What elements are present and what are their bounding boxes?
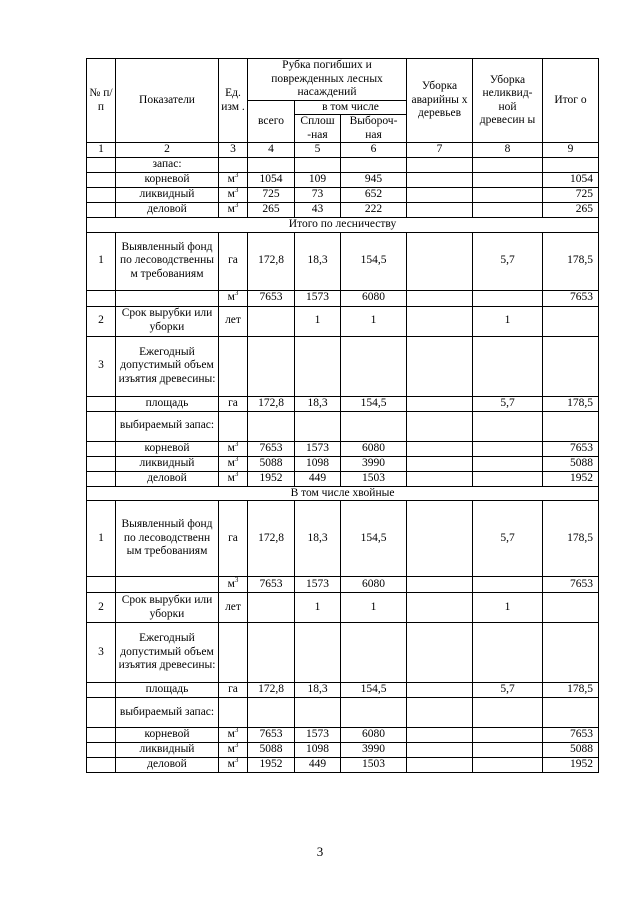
value-cell: 1098 <box>295 456 341 471</box>
row-label: Ежегодный допустимый объем изъятия древесины: <box>116 336 219 396</box>
value-cell: 725 <box>248 187 295 202</box>
value-cell: 1573 <box>295 290 341 306</box>
section-title-row <box>87 217 599 232</box>
header-clear: Сплош -ная <box>295 115 341 143</box>
value-cell: 7653 <box>248 290 295 306</box>
stock-label: запас: <box>116 157 219 172</box>
value-cell: 7653 <box>248 728 295 743</box>
row-label: выбираемый запас: <box>116 411 219 441</box>
unit-cell: $м^3$ <box>219 456 248 471</box>
value-cell: 7653 <box>543 290 599 306</box>
value-cell <box>407 743 473 758</box>
row-label: корневой <box>116 172 219 187</box>
header-row <box>87 59 599 101</box>
row-label: Срок вырубки или уборки <box>116 593 219 623</box>
value-cell <box>248 306 295 336</box>
value-cell <box>473 758 543 773</box>
value-cell: 18,3 <box>295 396 341 411</box>
value-cell: 154,5 <box>341 396 407 411</box>
unit-cell: $м^3$ <box>219 187 248 202</box>
value-cell <box>473 202 543 217</box>
table-row <box>87 728 599 743</box>
column-number: 2 <box>116 143 219 158</box>
value-cell: 1 <box>295 306 341 336</box>
value-cell: 652 <box>341 187 407 202</box>
value-cell <box>473 441 543 456</box>
value-cell: 6080 <box>341 577 407 593</box>
unit-cell: лет <box>219 593 248 623</box>
unit-cell: $м^3$ <box>219 290 248 306</box>
value-cell: 172,8 <box>248 232 295 290</box>
row-label: деловой <box>116 202 219 217</box>
value-cell: 154,5 <box>341 683 407 698</box>
table-row <box>87 456 599 471</box>
value-cell: 1054 <box>248 172 295 187</box>
value-cell: 178,5 <box>543 232 599 290</box>
row-label: площадь <box>116 683 219 698</box>
value-cell: 73 <box>295 187 341 202</box>
page-number: 3 <box>316 844 324 859</box>
value-cell: 7653 <box>543 441 599 456</box>
row-label: корневой <box>116 441 219 456</box>
value-cell: 18,3 <box>295 501 341 577</box>
row-label: деловой <box>116 758 219 773</box>
column-number: 9 <box>543 143 599 158</box>
value-cell: 3990 <box>341 743 407 758</box>
value-cell <box>248 593 295 623</box>
table-row <box>87 593 599 623</box>
value-cell: 5,7 <box>473 232 543 290</box>
column-number: 5 <box>295 143 341 158</box>
value-cell: 18,3 <box>295 232 341 290</box>
table-row <box>87 501 599 577</box>
value-cell: 945 <box>341 172 407 187</box>
value-cell: 1098 <box>295 743 341 758</box>
value-cell: 449 <box>295 471 341 486</box>
value-cell <box>473 456 543 471</box>
value-cell <box>543 593 599 623</box>
value-cell: 449 <box>295 758 341 773</box>
value-cell <box>407 501 473 577</box>
value-cell: 7653 <box>543 577 599 593</box>
value-cell <box>473 187 543 202</box>
value-cell: 5,7 <box>473 396 543 411</box>
header-result: Итог о <box>543 59 599 143</box>
unit-cell: $м^3$ <box>219 172 248 187</box>
value-cell <box>407 758 473 773</box>
header-total: всего <box>248 100 295 143</box>
value-cell <box>407 577 473 593</box>
row-number: 3 <box>87 336 116 396</box>
value-cell: 43 <box>295 202 341 217</box>
unit-cell: лет <box>219 306 248 336</box>
value-cell <box>407 172 473 187</box>
row-label: площадь <box>116 396 219 411</box>
row-number: 1 <box>87 501 116 577</box>
value-cell: 154,5 <box>341 232 407 290</box>
column-number: 7 <box>407 143 473 158</box>
header-felling-group: Рубка погибших и поврежденных лесных насаждений <box>248 59 407 101</box>
row-label: ликвидный <box>116 187 219 202</box>
value-cell: 172,8 <box>248 396 295 411</box>
value-cell <box>473 172 543 187</box>
column-number: 4 <box>248 143 295 158</box>
value-cell <box>407 441 473 456</box>
column-number: 3 <box>219 143 248 158</box>
table-row <box>87 157 599 172</box>
header-selective: Выбороч- ная <box>341 115 407 143</box>
value-cell: 1 <box>295 593 341 623</box>
row-number: 1 <box>87 232 116 290</box>
row-label: Ежегодный допустимый объем изъятия древесины: <box>116 623 219 683</box>
row-label: ликвидный <box>116 456 219 471</box>
column-number: 6 <box>341 143 407 158</box>
value-cell <box>407 593 473 623</box>
column-number: 8 <box>473 143 543 158</box>
value-cell: 172,8 <box>248 501 295 577</box>
unit-cell: $м^3$ <box>219 202 248 217</box>
value-cell: 1573 <box>295 728 341 743</box>
value-cell: 5088 <box>248 743 295 758</box>
column-number: 1 <box>87 143 116 158</box>
row-label: ликвидный <box>116 743 219 758</box>
value-cell: 1573 <box>295 441 341 456</box>
section-title: Итого по лесничеству <box>87 217 599 232</box>
header-illiquid: Уборка неликвид- ной древесин ы <box>473 59 543 143</box>
value-cell <box>407 456 473 471</box>
unit-cell: га <box>219 683 248 698</box>
unit-cell: $м^3$ <box>219 441 248 456</box>
table-row <box>87 396 599 411</box>
row-number: 2 <box>87 593 116 623</box>
value-cell: 1952 <box>248 758 295 773</box>
value-cell: 725 <box>543 187 599 202</box>
value-cell <box>407 202 473 217</box>
row-number: 3 <box>87 623 116 683</box>
unit-cell: га <box>219 501 248 577</box>
value-cell <box>407 471 473 486</box>
value-cell: 265 <box>543 202 599 217</box>
table-row <box>87 411 599 441</box>
value-cell: 7653 <box>543 728 599 743</box>
value-cell: 1 <box>341 593 407 623</box>
value-cell: 1503 <box>341 471 407 486</box>
unit-cell: га <box>219 232 248 290</box>
value-cell: 178,5 <box>543 683 599 698</box>
value-cell <box>473 728 543 743</box>
table-row <box>87 202 599 217</box>
value-cell: 222 <box>341 202 407 217</box>
value-cell: 1952 <box>543 758 599 773</box>
table-row <box>87 577 599 593</box>
header-emergency: Уборка аварийны х деревьев <box>407 59 473 143</box>
row-label: Выявленный фонд по лесоводственны м требованиям <box>116 232 219 290</box>
value-cell: 6080 <box>341 290 407 306</box>
value-cell: 178,5 <box>543 396 599 411</box>
value-cell: 178,5 <box>543 501 599 577</box>
column-numbers-row <box>87 143 599 158</box>
row-label: Срок вырубки или уборки <box>116 306 219 336</box>
value-cell: 1 <box>473 306 543 336</box>
value-cell: 6080 <box>341 728 407 743</box>
value-cell: 1573 <box>295 577 341 593</box>
value-cell <box>407 232 473 290</box>
value-cell: 3990 <box>341 456 407 471</box>
value-cell: 5,7 <box>473 501 543 577</box>
value-cell <box>407 290 473 306</box>
unit-cell: $м^3$ <box>219 471 248 486</box>
value-cell: 172,8 <box>248 683 295 698</box>
header-num: № п/п <box>87 59 116 143</box>
value-cell: 1054 <box>543 172 599 187</box>
value-cell <box>407 396 473 411</box>
value-cell: 1952 <box>543 471 599 486</box>
row-label: выбираемый запас: <box>116 698 219 728</box>
table-row <box>87 306 599 336</box>
unit-cell: $м^3$ <box>219 728 248 743</box>
value-cell <box>543 306 599 336</box>
value-cell: 1952 <box>248 471 295 486</box>
table-row <box>87 441 599 456</box>
value-cell: 7653 <box>248 441 295 456</box>
value-cell: 154,5 <box>341 501 407 577</box>
table-row <box>87 623 599 683</box>
row-number: 2 <box>87 306 116 336</box>
value-cell <box>407 187 473 202</box>
table-row <box>87 172 599 187</box>
value-cell <box>473 290 543 306</box>
table-row <box>87 187 599 202</box>
forest-felling-table <box>86 58 599 773</box>
value-cell: 5088 <box>543 456 599 471</box>
row-label: корневой <box>116 728 219 743</box>
value-cell: 1 <box>473 593 543 623</box>
section-title-row <box>87 486 599 501</box>
section-title: В том числе хвойные <box>87 486 599 501</box>
table-row <box>87 471 599 486</box>
table-row <box>87 683 599 698</box>
value-cell: 109 <box>295 172 341 187</box>
value-cell: 1503 <box>341 758 407 773</box>
value-cell: 18,3 <box>295 683 341 698</box>
unit-cell: $м^3$ <box>219 577 248 593</box>
value-cell <box>473 577 543 593</box>
table-row <box>87 758 599 773</box>
value-cell: 1 <box>341 306 407 336</box>
value-cell: 5088 <box>248 456 295 471</box>
value-cell: 5,7 <box>473 683 543 698</box>
value-cell <box>473 743 543 758</box>
table-row <box>87 336 599 396</box>
table-row <box>87 698 599 728</box>
header-including: в том числе <box>295 100 407 115</box>
value-cell: 5088 <box>543 743 599 758</box>
table-row <box>87 232 599 290</box>
value-cell: 265 <box>248 202 295 217</box>
unit-cell: $м^3$ <box>219 758 248 773</box>
header-unit: Ед. изм . <box>219 59 248 143</box>
table-row <box>87 290 599 306</box>
table-row <box>87 743 599 758</box>
value-cell <box>407 728 473 743</box>
row-label: деловой <box>116 471 219 486</box>
value-cell: 7653 <box>248 577 295 593</box>
unit-cell: $м^3$ <box>219 743 248 758</box>
value-cell <box>407 683 473 698</box>
row-label: Выявленный фонд по лесоводственн ым требованиям <box>116 501 219 577</box>
header-indicators: Показатели <box>116 59 219 143</box>
value-cell <box>473 471 543 486</box>
value-cell <box>407 306 473 336</box>
value-cell: 6080 <box>341 441 407 456</box>
unit-cell: га <box>219 396 248 411</box>
